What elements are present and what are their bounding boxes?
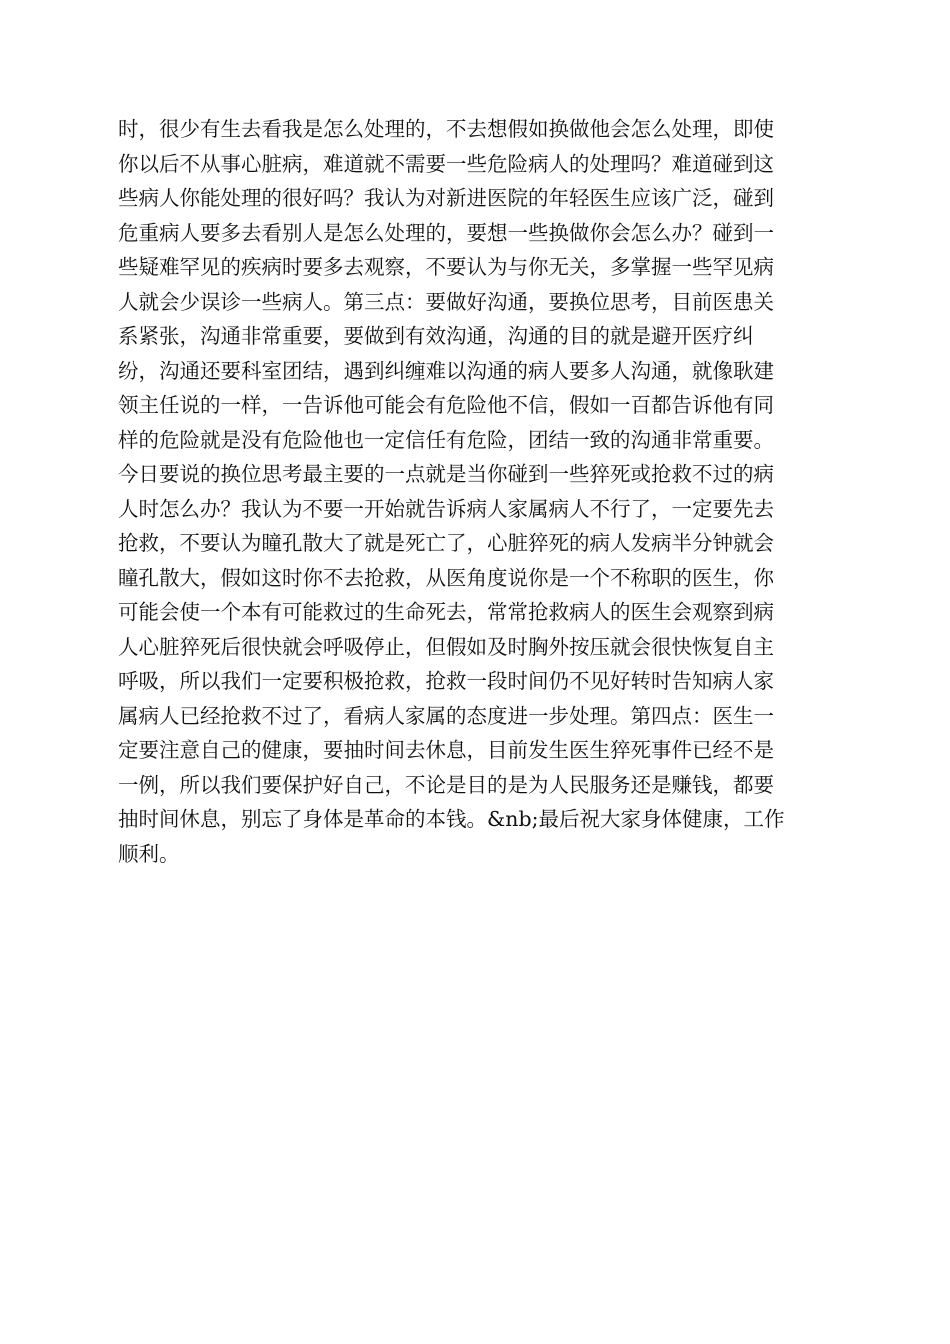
text-line: 系紧张，沟通非常重要，要做到有效沟通，沟通的目的就是避开医疗纠 (118, 324, 754, 348)
text-line: 危重病人要多去看别人是怎么处理的，要想一些换做你会怎么办？碰到一 (118, 220, 774, 245)
text-line: 定要注意自己的健康，要抽时间去休息，目前发生医生猝死事件已经不是 (118, 738, 774, 762)
text-line: 顺利。 (118, 841, 180, 866)
text-line: 一例，所以我们要保护好自己，不论是目的是为人民服务还是赚钱，都要 (118, 772, 774, 797)
text-line: 领主任说的一样，一告诉他可能会有危险他不信，假如一百都告诉他有同 (118, 393, 774, 417)
text-line: 人时怎么办？我认为不要一开始就告诉病人家属病人不行了，一定要先去 (118, 496, 774, 521)
text-line: 呼吸，所以我们一定要积极抢救，抢救一段时间仍不见好转时告知病人家 (118, 669, 774, 693)
text-line: 瞳孔散大，假如这时你不去抢救，从医角度说你是一个不称职的医生，你 (118, 565, 774, 590)
text-line: 你以后不从事心脏病，难道就不需要一些危险病人的处理吗？难道碰到这 (118, 151, 774, 176)
text-line: 纷，沟通还要科室团结，遇到纠缠难以沟通的病人要多人沟通，就像耿建 (118, 358, 774, 383)
text-line: 可能会使一个本有可能救过的生命死去，常常抢救病人的医生会观察到病 (118, 600, 774, 624)
body-paragraph (118, 112, 838, 871)
text-line: 些病人你能处理的很好吗？我认为对新进医院的年轻医生应该广泛，碰到 (118, 186, 774, 210)
text-line: 抽时间休息，别忘了身体是革命的本钱。&nb;最后祝大家身体健康，工作 (118, 807, 785, 831)
text-line: 今日要说的换位思考最主要的一点就是当你碰到一些猝死或抢救不过的病 (118, 462, 774, 486)
text-line: 人就会少误诊一些病人。第三点：要做好沟通，要换位思考，目前医患关 (118, 289, 774, 314)
text-line: 属病人已经抢救不过了，看病人家属的态度进一步处理。第四点：医生一 (118, 703, 774, 728)
text-line: 时，很少有生去看我是怎么处理的，不去想假如换做他会怎么处理，即使 (118, 117, 774, 141)
text-line: 样的危险就是没有危险他也一定信任有危险，团结一致的沟通非常重要。 (118, 427, 774, 452)
text-line: 抢救，不要认为瞳孔散大了就是死亡了，心脏猝死的病人发病半分钟就会 (118, 531, 774, 555)
text-line: 人心脏猝死后很快就会呼吸停止，但假如及时胸外按压就会很快恢复自主 (118, 634, 774, 659)
text-line: 些疑难罕见的疾病时要多去观察，不要认为与你无关，多掌握一些罕见病 (118, 255, 774, 279)
